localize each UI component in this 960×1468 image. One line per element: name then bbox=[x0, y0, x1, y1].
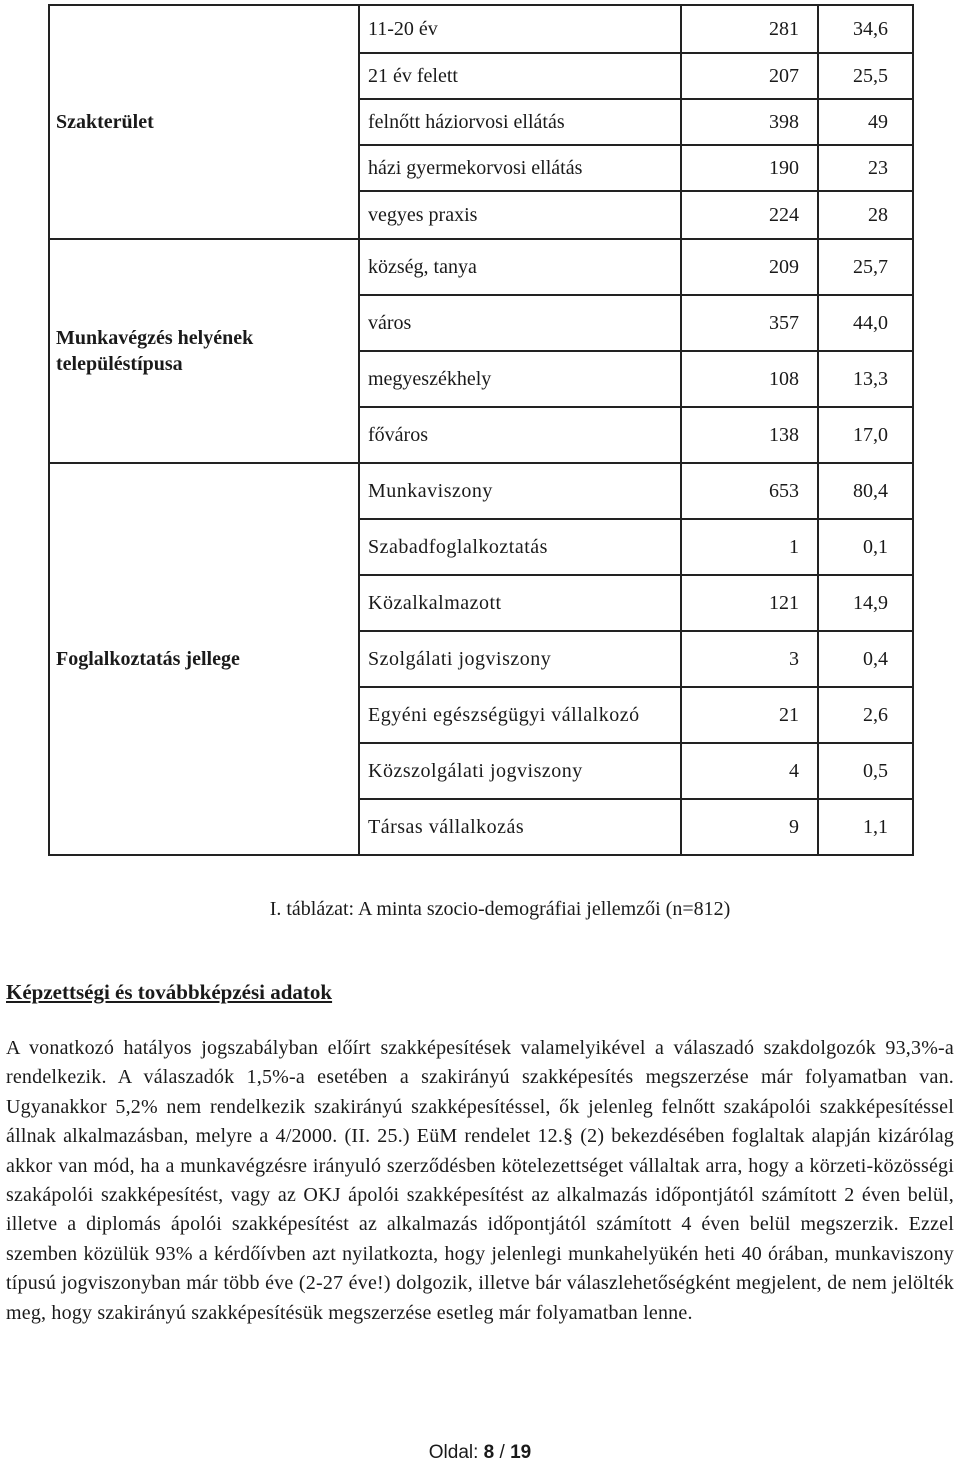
page-current: 8 bbox=[483, 1442, 495, 1463]
group-label-foglalkoztatas: Foglalkoztatás jellege bbox=[49, 463, 359, 855]
group-label-szakterulet: Szakterület bbox=[49, 5, 359, 239]
row-percent: 25,7 bbox=[818, 239, 913, 295]
row-label: Egyéni egészségügyi vállalkozó bbox=[359, 687, 681, 743]
row-count: 9 bbox=[681, 799, 818, 855]
table-row bbox=[49, 239, 913, 295]
row-percent: 2,6 bbox=[818, 687, 913, 743]
group-label-telepulestipus: Munkavégzés helyének településtípusa bbox=[49, 239, 359, 463]
table-caption: I. táblázat: A minta szocio-demográfiai jellemzői (n=812) bbox=[269, 898, 731, 920]
row-percent: 34,6 bbox=[818, 5, 913, 53]
row-percent: 14,9 bbox=[818, 575, 913, 631]
page-separator: / bbox=[499, 1442, 505, 1463]
row-count: 281 bbox=[681, 5, 818, 53]
row-percent: 1,1 bbox=[818, 799, 913, 855]
body-paragraph: A vonatkozó hatályos jogszabályban előírt szakképesítések valamelyikével a válaszadó szakdolgozók 93,3%-a rendelkezik. A válaszadók 1,5%-a esetében a szakirányú szakképesítés megszerzése már folyamatban van. Ugyanakkor 5,2% nem rendelkezik szakirányú szakképesítéssel, ők jelenleg felnőtt szakápolói szakképesítéssel állnak alkalmazásban, melyre a 4/2000. (II. 25.) EüM rendelet 12.§ (2) bekezdésében foglaltak alapján kizárólag akkor van mód, ha a munkavégzésre irányuló szerződésben kötelezettséget vállaltak arra, hogy a körzeti-közösségi szakápolói szakképesítést, vagy az OKJ ápolói szakképesítést az alkalmazás időpontjától számított 2 éven belül, illetve a diplomás ápolói szakképesítést az alkalmazás időpontjától számított 4 éven belül megszerzik. Ezzel szemben közülük 93% a kérdőívben azt nyilatkozta, hogy jelenlegi munkahelyükén heti 40 órában, munkaviszony típusú jogviszonyban már több éve (2-27 éve!) dolgozik, illetve bár válaszlehetőségként megjelent, de nem jelölték meg, hogy szakirányú szakképesítésük megszerzése esetleg már folyamatban lenne. bbox=[6, 1037, 954, 1324]
row-percent: 0,5 bbox=[818, 743, 913, 799]
row-label: felnőtt háziorvosi ellátás bbox=[359, 99, 681, 145]
row-label: Közalkalmazott bbox=[359, 575, 681, 631]
row-count: 209 bbox=[681, 239, 818, 295]
row-percent: 0,4 bbox=[818, 631, 913, 687]
section-heading: Képzettségi és továbbképzési adatok bbox=[6, 980, 333, 1004]
row-label: 21 év felett bbox=[359, 53, 681, 99]
row-label: város bbox=[359, 295, 681, 351]
page-label: Oldal: bbox=[428, 1442, 479, 1463]
row-count: 398 bbox=[681, 99, 818, 145]
row-label: megyeszékhely bbox=[359, 351, 681, 407]
row-count: 3 bbox=[681, 631, 818, 687]
row-count: 108 bbox=[681, 351, 818, 407]
row-count: 190 bbox=[681, 145, 818, 191]
row-count: 207 bbox=[681, 53, 818, 99]
row-label: vegyes praxis bbox=[359, 191, 681, 239]
row-percent: 0,1 bbox=[818, 519, 913, 575]
page-footer bbox=[0, 1442, 960, 1464]
row-percent: 13,3 bbox=[818, 351, 913, 407]
row-label: község, tanya bbox=[359, 239, 681, 295]
row-count: 653 bbox=[681, 463, 818, 519]
row-label: Társas vállalkozás bbox=[359, 799, 681, 855]
demographics-table bbox=[48, 4, 914, 856]
row-percent: 25,5 bbox=[818, 53, 913, 99]
row-count: 224 bbox=[681, 191, 818, 239]
table-row bbox=[49, 463, 913, 519]
row-percent: 23 bbox=[818, 145, 913, 191]
row-percent: 28 bbox=[818, 191, 913, 239]
row-label: házi gyermekorvosi ellátás bbox=[359, 145, 681, 191]
row-label: 11-20 év bbox=[359, 5, 681, 53]
row-percent: 44,0 bbox=[818, 295, 913, 351]
row-percent: 49 bbox=[818, 99, 913, 145]
row-count: 357 bbox=[681, 295, 818, 351]
row-count: 21 bbox=[681, 687, 818, 743]
page-total: 19 bbox=[510, 1442, 532, 1463]
row-label: főváros bbox=[359, 407, 681, 463]
row-label: Közszolgálati jogviszony bbox=[359, 743, 681, 799]
row-label: Munkaviszony bbox=[359, 463, 681, 519]
row-label: Szabadfoglalkoztatás bbox=[359, 519, 681, 575]
row-count: 1 bbox=[681, 519, 818, 575]
row-label: Szolgálati jogviszony bbox=[359, 631, 681, 687]
row-count: 4 bbox=[681, 743, 818, 799]
row-count: 121 bbox=[681, 575, 818, 631]
table-row bbox=[49, 5, 913, 53]
row-percent: 17,0 bbox=[818, 407, 913, 463]
row-count: 138 bbox=[681, 407, 818, 463]
row-percent: 80,4 bbox=[818, 463, 913, 519]
